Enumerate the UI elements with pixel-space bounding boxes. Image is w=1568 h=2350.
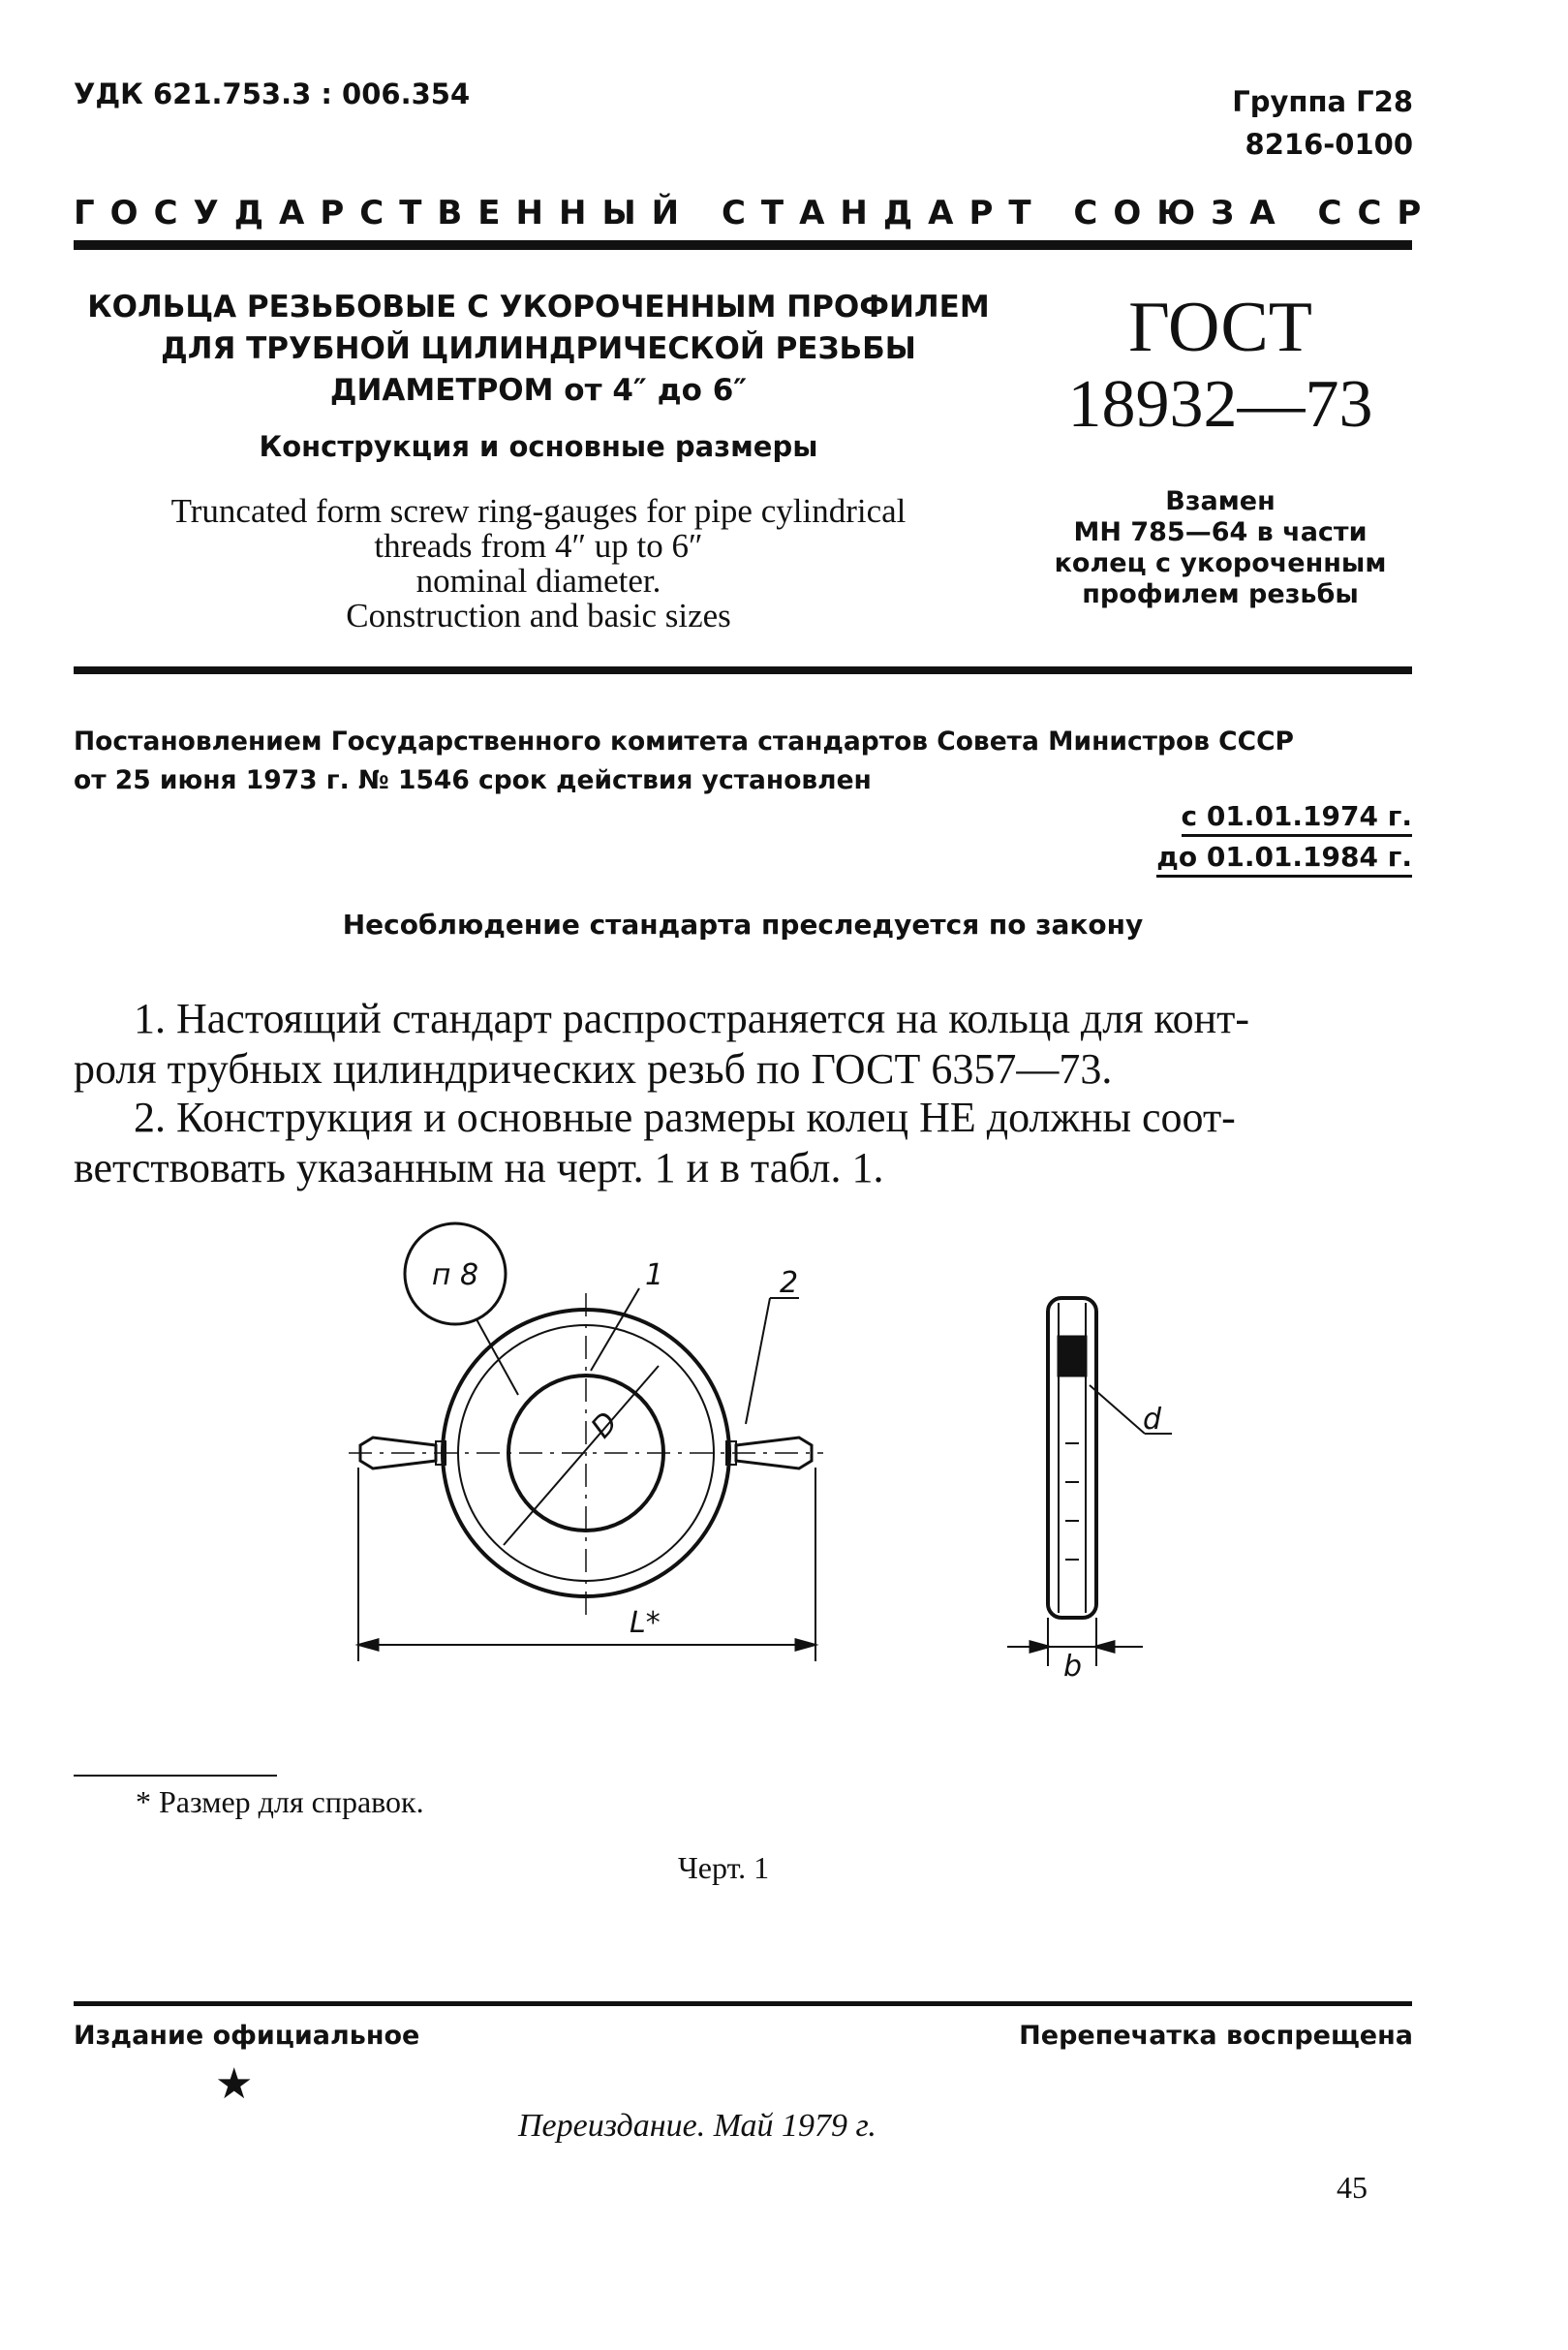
title-en-line: Truncated form screw ring-gauges for pipe cylindrical	[170, 492, 907, 530]
footnote-rule	[74, 1775, 277, 1777]
footer-rule	[74, 2001, 1412, 2006]
reprint-prohibited: Перепечатка воспрещена	[1019, 2021, 1413, 2051]
label-b: b	[1063, 1650, 1083, 1684]
leader-1	[591, 1288, 639, 1371]
validity-to: до 01.01.1984 г.	[1156, 841, 1412, 878]
label-d: d	[1143, 1403, 1162, 1437]
title-en-line: Construction and basic sizes	[346, 597, 731, 634]
star-icon: ★	[215, 2060, 254, 2108]
replaces-line: профилем резьбы	[1082, 579, 1359, 609]
title-ru-line: КОЛЬЦА РЕЗЬБОВЫЕ С УКОРОЧЕННЫМ ПРОФИЛЕМ	[87, 290, 990, 325]
paragraph-1-line-2: роля трубных цилиндрических резьб по ГОСТ 6357—73.	[74, 1045, 1113, 1093]
reissue-note: Переиздание. Май 1979 г.	[518, 2108, 876, 2144]
replaces-line: колец с укороченным	[1054, 548, 1387, 578]
paragraph-1-line-1: 1. Настоящий стандарт распространяется на кольца для конт-	[134, 995, 1250, 1042]
paragraph-2-line-2: ветствовать указанным на черт. 1 и в табл. 1.	[74, 1144, 884, 1191]
paragraph-2-line-1: 2. Конструкция и основные размеры колец НЕ должны соот-	[134, 1094, 1236, 1141]
decree-line-2: от 25 июня 1973 г. № 1546 срок действия установлен	[74, 765, 872, 795]
title-ru-line: ДЛЯ ТРУБНОЙ ЦИЛИНДРИЧЕСКОЙ РЕЗЬБЫ	[161, 331, 916, 366]
screw-section	[1059, 1337, 1086, 1376]
title-en	[74, 494, 1003, 634]
title-ru-line: ДИАМЕТРОМ от 4″ до 6″	[329, 373, 748, 408]
udk-code: УДК 621.753.3 : 006.354	[74, 77, 471, 110]
replaces-block	[1027, 486, 1414, 610]
title-ru-subtitle: Конструкция и основные размеры	[259, 430, 818, 463]
leader-2	[746, 1298, 770, 1424]
diameter-dimension-line	[504, 1366, 659, 1545]
okp-code: 8216-0100	[1245, 128, 1413, 161]
label-n8: п 8	[431, 1258, 479, 1292]
title-en-line: nominal diameter.	[415, 562, 661, 600]
title-en-line: threads from 4″ up to 6″	[374, 527, 703, 565]
validity-from: с 01.01.1974 г.	[1182, 800, 1413, 837]
label-L: L*	[630, 1606, 661, 1640]
label-D: D	[584, 1406, 626, 1445]
label-1: 1	[645, 1258, 664, 1292]
title-bottom-rule	[74, 666, 1412, 674]
decree-line-1: Постановлением Государственного комитета стандартов Совета Министров СССР	[74, 727, 1294, 757]
group-code: Группа Г28	[1232, 85, 1413, 118]
label-2: 2	[780, 1266, 799, 1300]
page-number: 45	[1337, 2170, 1368, 2205]
gost-label: ГОСТ	[1128, 288, 1312, 367]
figure-caption: Черт. 1	[678, 1850, 770, 1885]
footnote: * Размер для справок.	[136, 1784, 424, 1819]
ring-gauge-drawing	[0, 1191, 1568, 1695]
edition-official: Издание официальное	[74, 2021, 420, 2051]
title-ru	[74, 287, 1003, 412]
gost-number: 18932—73	[1067, 367, 1373, 442]
replaces-line: МН 785—64 в части	[1073, 517, 1368, 547]
standard-banner: ГОСУДАРСТВЕННЫЙ СТАНДАРТ СОЮЗА ССР	[74, 194, 1437, 232]
law-notice: Несоблюдение стандарта преследуется по закону	[342, 909, 1144, 941]
top-thick-rule	[74, 240, 1412, 250]
replaces-line: Взамен	[1165, 486, 1276, 516]
